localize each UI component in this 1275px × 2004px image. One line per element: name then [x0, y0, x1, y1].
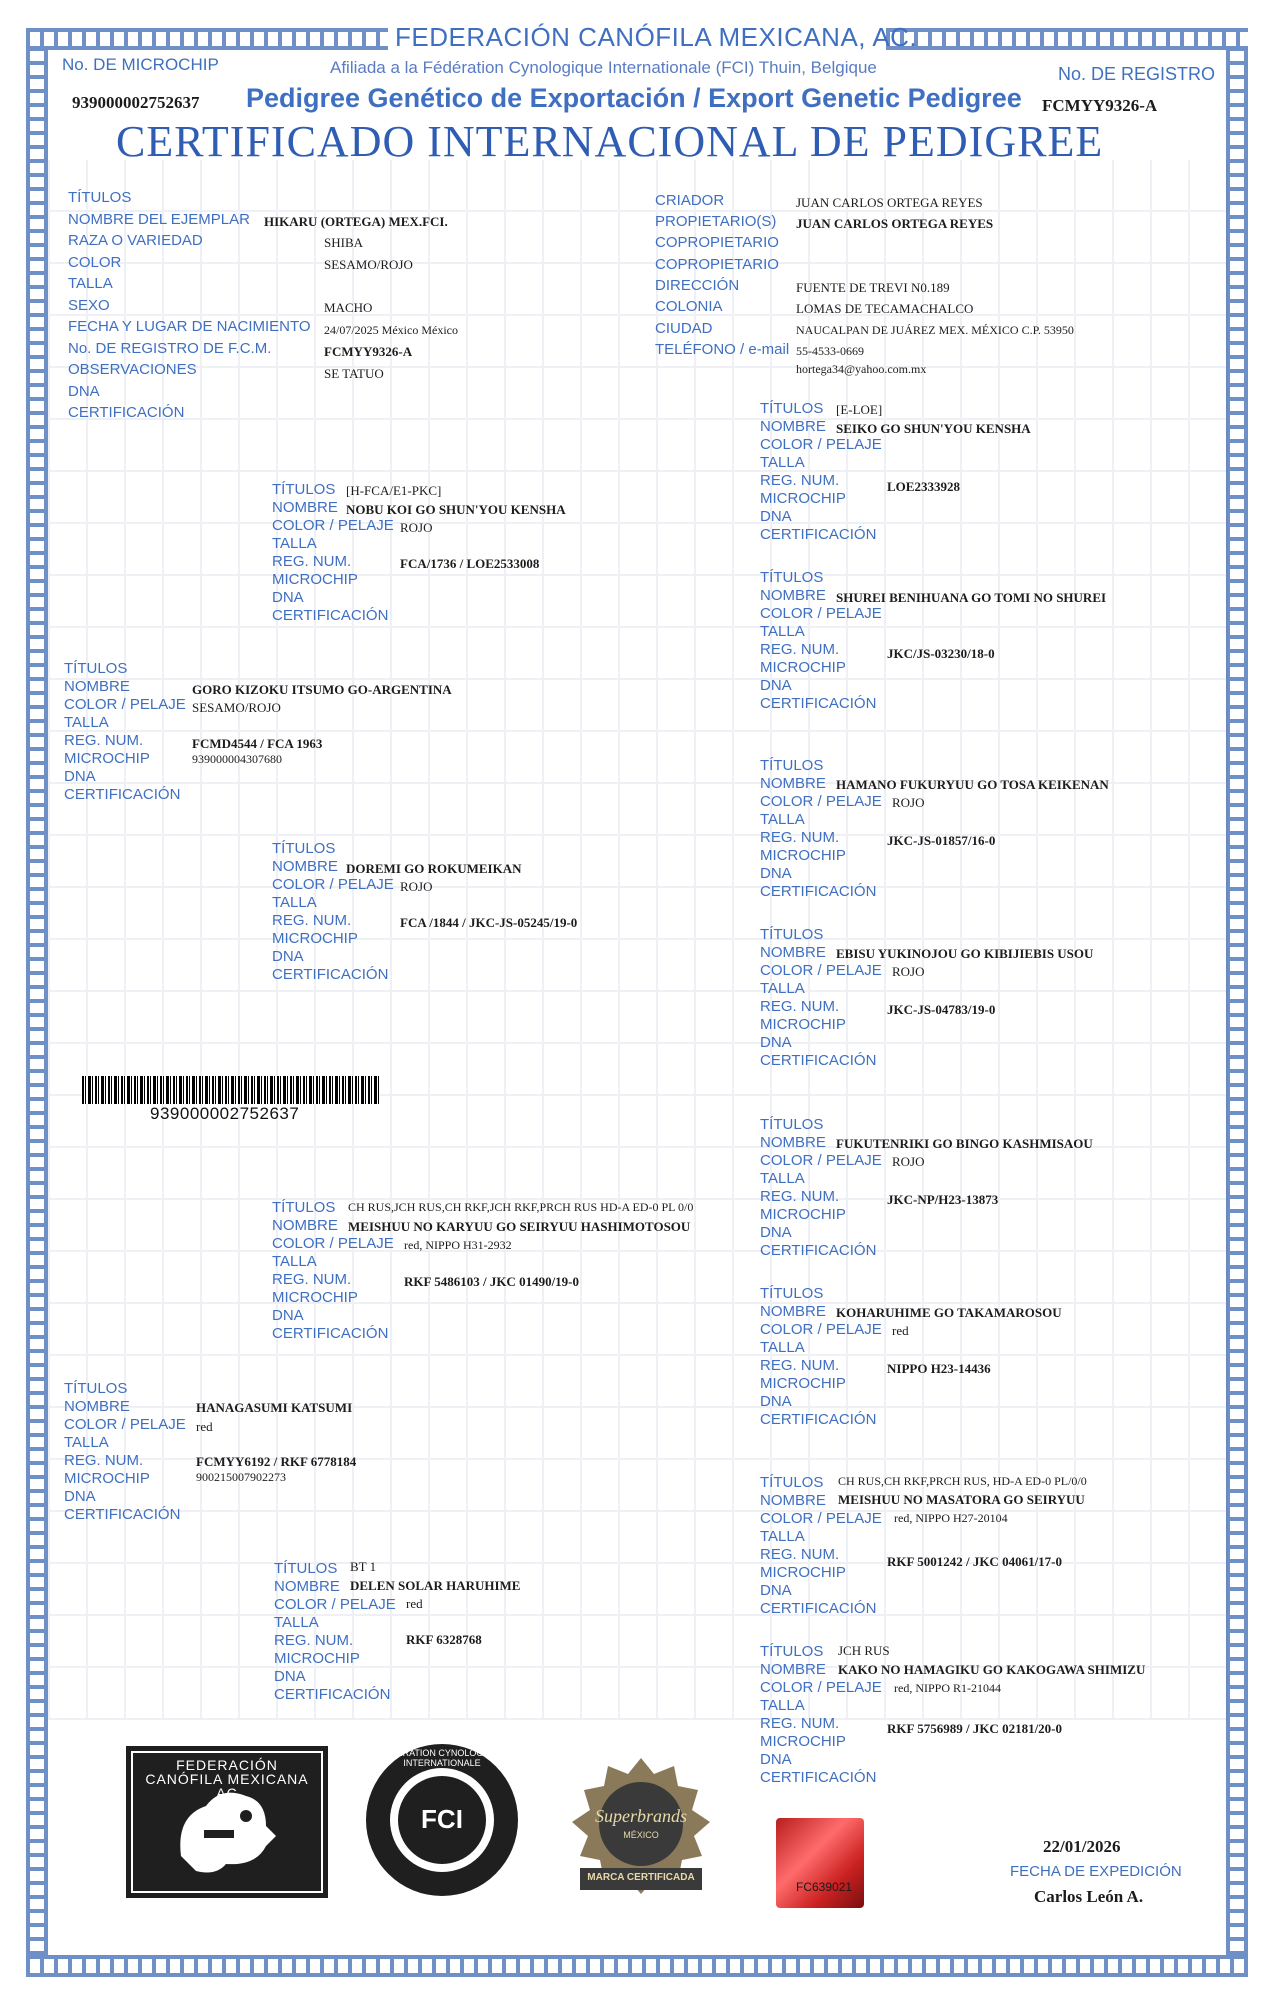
anc-label-cert: CERTIFICACIÓN: [760, 1769, 877, 1786]
superbrands-text: Superbrands: [594, 1806, 687, 1826]
sire-color: SESAMO/ROJO: [192, 700, 281, 715]
ddd-name: KAKO NO HAMAGIKU GO KAKOGAWA SHIMIZU: [838, 1662, 1146, 1677]
anc-label-microchip: MICROCHIP: [760, 1733, 846, 1750]
superbrands-sub: MÉXICO: [623, 1830, 659, 1840]
anc-label-talla: TALLA: [760, 1339, 805, 1356]
owner-address: FUENTE DE TREVI N0.189: [796, 280, 950, 295]
dog-breed: SHIBA: [324, 235, 364, 250]
anc-label-microchip: MICROCHIP: [760, 659, 846, 676]
dsd-reg: NIPPO H23-14436: [887, 1361, 991, 1376]
anc-label-nombre: NOMBRE: [760, 1303, 826, 1320]
sds-name: HAMANO FUKURYUU GO TOSA KEIKENAN: [836, 777, 1109, 792]
ds-color: red, NIPPO H31-2932: [404, 1238, 512, 1252]
dd-color: red: [406, 1596, 423, 1611]
anc-label-talla: TALLA: [760, 811, 805, 828]
anc-label-dna: DNA: [760, 1034, 792, 1051]
dss-color: ROJO: [892, 1154, 925, 1169]
anc-label-nombre: NOMBRE: [64, 678, 130, 695]
owner-colonia: LOMAS DE TECAMACHALCO: [796, 301, 974, 316]
anc-label-cert: CERTIFICACIÓN: [272, 1325, 389, 1342]
anc-label-reg: REG. NUM.: [760, 998, 840, 1015]
label-colonia: COLONIA: [655, 298, 723, 315]
anc-label-microchip: MICROCHIP: [272, 571, 358, 588]
anc-label-color: COLOR / PELAJE: [272, 876, 394, 893]
ancestor-sire-dam: [272, 840, 692, 1080]
anc-label-microchip: MICROCHIP: [274, 1650, 360, 1667]
greek-border-bottom: [26, 1955, 1248, 1977]
anc-label-microchip: MICROCHIP: [64, 750, 150, 767]
issue-date: 22/01/2026: [1043, 1837, 1121, 1856]
anc-label-reg: REG. NUM.: [272, 553, 352, 570]
barcode-number: 939000002752637: [150, 1104, 300, 1123]
ancestor-dam-sire: [272, 1199, 792, 1439]
ds-name: MEISHUU NO KARYUU GO SEIRYUU HASHIMOTOSOU: [348, 1219, 691, 1234]
anc-label-reg: REG. NUM.: [64, 1452, 144, 1469]
anc-label-nombre: NOMBRE: [760, 944, 826, 961]
anc-label-dna: DNA: [272, 589, 304, 606]
ss-color: ROJO: [400, 520, 433, 535]
anc-label-nombre: NOMBRE: [274, 1578, 340, 1595]
anc-label-color: COLOR / PELAJE: [760, 1321, 882, 1338]
anc-label-color: COLOR / PELAJE: [760, 1152, 882, 1169]
anc-label-reg: REG. NUM.: [272, 912, 352, 929]
owner-city: NAUCALPAN DE JUÁREZ MEX. MÉXICO C.P. 53950: [796, 323, 1074, 337]
anc-label-talla: TALLA: [760, 1170, 805, 1187]
dog-color: SESAMO/ROJO: [324, 257, 413, 272]
label-color: COLOR: [68, 254, 122, 271]
anc-label-titulos: TÍTULOS: [760, 569, 824, 586]
anc-label-titulos: TÍTULOS: [272, 481, 336, 498]
owner-phone: 55-4533-0669: [796, 344, 864, 358]
anc-label-nombre: NOMBRE: [760, 775, 826, 792]
greek-border-top-left: [26, 28, 388, 50]
anc-label-cert: CERTIFICACIÓN: [760, 695, 877, 712]
anc-label-talla: TALLA: [760, 623, 805, 640]
label-raza: RAZA O VARIEDAD: [68, 232, 203, 249]
dog-observations: SE TATUO: [324, 366, 384, 381]
label-propietario: PROPIETARIO(S): [655, 213, 777, 230]
anc-label-reg: REG. NUM.: [760, 1546, 840, 1563]
breeder-name: JUAN CARLOS ORTEGA REYES: [796, 195, 983, 210]
ancestor-sire-sire: [272, 481, 692, 721]
anc-label-color: COLOR / PELAJE: [272, 1235, 394, 1252]
sire-reg: FCMD4544 / FCA 1963: [192, 736, 323, 751]
anc-label-color: COLOR / PELAJE: [760, 1679, 882, 1696]
sdd-name: EBISU YUKINOJOU GO KIBIJIEBIS USOU: [836, 946, 1094, 961]
anc-label-reg: REG. NUM.: [760, 1715, 840, 1732]
anc-label-talla: TALLA: [760, 454, 805, 471]
sdd-reg: JKC-JS-04783/19-0: [887, 1002, 996, 1017]
registro-number: FCMYY9326-A: [1042, 96, 1158, 115]
fcm-logo-text: FEDERACIÓN CANÓFILA MEXICANA AC: [145, 1757, 309, 1801]
sire-microchip: 939000004307680: [192, 752, 282, 766]
anc-label-microchip: MICROCHIP: [64, 1470, 150, 1487]
anc-label-reg: REG. NUM.: [64, 732, 144, 749]
anc-label-dna: DNA: [760, 1751, 792, 1768]
anc-label-reg: REG. NUM.: [760, 472, 840, 489]
dd-titles: BT 1: [350, 1559, 377, 1574]
anc-label-color: COLOR / PELAJE: [274, 1596, 396, 1613]
anc-label-cert: CERTIFICACIÓN: [760, 883, 877, 900]
anc-label-microchip: MICROCHIP: [760, 1206, 846, 1223]
sd-color: ROJO: [400, 879, 433, 894]
label-sexo: SEXO: [68, 297, 110, 314]
anc-label-talla: TALLA: [272, 1253, 317, 1270]
ss-reg: FCA/1736 / LOE2533008: [400, 556, 540, 571]
dds-reg: RKF 5001242 / JKC 04061/17-0: [887, 1554, 1063, 1569]
anc-label-titulos: TÍTULOS: [760, 1643, 824, 1660]
ssd-reg: JKC/JS-03230/18-0: [887, 646, 995, 661]
dds-titles: CH RUS,CH RKF,PRCH RUS, HD-A ED-0 PL/0/0: [838, 1474, 1087, 1488]
superbrands-seal: [570, 1756, 712, 1904]
anc-label-talla: TALLA: [760, 1528, 805, 1545]
anc-label-titulos: TÍTULOS: [272, 1199, 336, 1216]
anc-label-dna: DNA: [760, 1582, 792, 1599]
anc-label-nombre: NOMBRE: [760, 1134, 826, 1151]
fci-logo: [362, 1740, 522, 1900]
owner-name: JUAN CARLOS ORTEGA REYES: [796, 216, 994, 231]
dam-reg: FCMYY6192 / RKF 6778184: [196, 1454, 357, 1469]
anc-label-titulos: TÍTULOS: [272, 840, 336, 857]
anc-label-dna: DNA: [760, 1393, 792, 1410]
ddd-titles: JCH RUS: [838, 1643, 890, 1658]
fci-affiliation: Afiliada a la Fédération Cynologique Internationale (FCI) Thuin, Belgique: [330, 58, 877, 77]
anc-label-reg: REG. NUM.: [272, 1271, 352, 1288]
anc-label-color: COLOR / PELAJE: [760, 605, 882, 622]
anc-label-dna: DNA: [760, 677, 792, 694]
anc-label-titulos: TÍTULOS: [760, 1474, 824, 1491]
anc-label-color: COLOR / PELAJE: [272, 517, 394, 534]
anc-label-microchip: MICROCHIP: [760, 1564, 846, 1581]
anc-label-cert: CERTIFICACIÓN: [760, 526, 877, 543]
ddd-color: red, NIPPO R1-21044: [894, 1681, 1001, 1695]
anc-label-titulos: TÍTULOS: [64, 660, 128, 677]
ss-titles: [H-FCA/E1-PKC]: [346, 483, 442, 498]
anc-label-color: COLOR / PELAJE: [64, 696, 186, 713]
anc-label-color: COLOR / PELAJE: [64, 1416, 186, 1433]
anc-label-talla: TALLA: [64, 714, 109, 731]
dog-name: HIKARU (ORTEGA) MEX.FCI.: [264, 214, 448, 229]
federation-name: FEDERACIÓN CANÓFILA MEXICANA, AC.: [395, 22, 918, 52]
microchip-barcode: [82, 1076, 380, 1104]
anc-label-talla: TALLA: [272, 894, 317, 911]
sss-reg: LOE2333928: [887, 479, 960, 494]
anc-label-talla: TALLA: [64, 1434, 109, 1451]
anc-label-titulos: TÍTULOS: [274, 1560, 338, 1577]
fci-logo-text: FCI: [421, 1804, 463, 1834]
anc-label-titulos: TÍTULOS: [760, 1285, 824, 1302]
registro-label: No. DE REGISTRO: [1058, 64, 1216, 84]
microchip-number: 939000002752637: [72, 93, 200, 112]
ds-titles: CH RUS,JCH RUS,CH RKF,JCH RKF,PRCH RUS HD-A ED-0 PL 0/0: [348, 1200, 694, 1214]
anc-label-talla: TALLA: [274, 1614, 319, 1631]
label-copropietario-1: COPROPIETARIO: [655, 234, 779, 251]
fci-ring-text: FEDERATION CYNOLOGIQUE INTERNATIONALE: [378, 1748, 506, 1768]
anc-label-dna: DNA: [760, 865, 792, 882]
anc-label-color: COLOR / PELAJE: [760, 1510, 882, 1527]
label-certificacion: CERTIFICACIÓN: [68, 404, 185, 421]
anc-label-nombre: NOMBRE: [272, 1217, 338, 1234]
anc-label-cert: CERTIFICACIÓN: [274, 1686, 391, 1703]
label-criador: CRIADOR: [655, 192, 725, 209]
sss-name: SEIKO GO SHUN'YOU KENSHA: [836, 421, 1031, 436]
anc-label-cert: CERTIFICACIÓN: [272, 607, 389, 624]
anc-label-microchip: MICROCHIP: [272, 1289, 358, 1306]
anc-label-talla: TALLA: [760, 980, 805, 997]
ssd-name: SHUREI BENIHUANA GO TOMI NO SHUREI: [836, 590, 1107, 605]
greek-border-right: [1226, 50, 1248, 1955]
export-subtitle: Pedigree Genético de Exportación / Export Genetic Pedigree: [246, 83, 1022, 113]
anc-label-nombre: NOMBRE: [272, 499, 338, 516]
sire-name: GORO KIZOKU ITSUMO GO-ARGENTINA: [192, 682, 452, 697]
dds-color: red, NIPPO H27-20104: [894, 1511, 1008, 1525]
anc-label-dna: DNA: [760, 1224, 792, 1241]
dss-reg: JKC-NP/H23-13873: [887, 1192, 999, 1207]
anc-label-microchip: MICROCHIP: [760, 1016, 846, 1033]
anc-label-nombre: NOMBRE: [760, 1661, 826, 1678]
anc-label-reg: REG. NUM.: [760, 1188, 840, 1205]
anc-label-titulos: TÍTULOS: [760, 400, 824, 417]
anc-label-reg: REG. NUM.: [760, 829, 840, 846]
hologram-code: FC639021: [796, 1880, 853, 1894]
dds-name: MEISHUU NO MASATORA GO SEIRYUU: [838, 1492, 1085, 1507]
marca-certificada-text: MARCA CERTIFICADA: [587, 1872, 695, 1883]
dog-sex: MACHO: [324, 300, 373, 315]
anc-label-microchip: MICROCHIP: [760, 1375, 846, 1392]
label-dna: DNA: [68, 383, 100, 400]
dd-reg: RKF 6328768: [406, 1632, 482, 1647]
anc-label-talla: TALLA: [272, 535, 317, 552]
anc-label-titulos: TÍTULOS: [760, 1116, 824, 1133]
anc-label-microchip: MICROCHIP: [272, 930, 358, 947]
anc-label-dna: DNA: [760, 508, 792, 525]
ddd-reg: RKF 5756989 / JKC 02181/20-0: [887, 1721, 1063, 1736]
dog-birth: 24/07/2025 México México: [324, 323, 458, 337]
label-ciudad: CIUDAD: [655, 320, 713, 337]
anc-label-cert: CERTIFICACIÓN: [760, 1242, 877, 1259]
dsd-name: KOHARUHIME GO TAKAMAROSOU: [836, 1305, 1062, 1320]
anc-label-nombre: NOMBRE: [760, 418, 826, 435]
anc-label-cert: CERTIFICACIÓN: [64, 786, 181, 803]
anc-label-reg: REG. NUM.: [760, 1357, 840, 1374]
dd-name: DELEN SOLAR HARUHIME: [350, 1578, 521, 1593]
anc-label-nombre: NOMBRE: [760, 587, 826, 604]
issue-date-label: FECHA DE EXPEDICIÓN: [1010, 1863, 1182, 1880]
owner-email: hortega34@yahoo.com.mx: [796, 362, 927, 376]
label-registro-fcm: No. DE REGISTRO DE F.C.M.: [68, 340, 272, 357]
label-telefono: TELÉFONO / e-mail: [655, 341, 790, 358]
anc-label-cert: CERTIFICACIÓN: [760, 1411, 877, 1428]
anc-label-color: COLOR / PELAJE: [760, 436, 882, 453]
dsd-color: red: [892, 1323, 909, 1338]
anc-label-cert: CERTIFICACIÓN: [760, 1600, 877, 1617]
label-nombre-ejemplar: NOMBRE DEL EJEMPLAR: [68, 211, 250, 228]
anc-label-titulos: TÍTULOS: [760, 926, 824, 943]
sss-titles: [E-LOE]: [836, 402, 883, 417]
greek-border-left: [26, 50, 48, 1955]
anc-label-dna: DNA: [272, 1307, 304, 1324]
anc-label-nombre: NOMBRE: [64, 1398, 130, 1415]
sd-name: DOREMI GO ROKUMEIKAN: [346, 861, 522, 876]
signatory-name: Carlos León A.: [1034, 1887, 1144, 1906]
label-talla: TALLA: [68, 275, 113, 292]
dam-microchip: 900215007902273: [196, 1470, 286, 1484]
sdd-color: ROJO: [892, 964, 925, 979]
anc-label-nombre: NOMBRE: [760, 1492, 826, 1509]
anc-label-color: COLOR / PELAJE: [760, 793, 882, 810]
hologram-seal: [776, 1818, 864, 1908]
ss-name: NOBU KOI GO SHUN'YOU KENSHA: [346, 502, 566, 517]
anc-label-microchip: MICROCHIP: [760, 847, 846, 864]
dss-name: FUKUTENRIKI GO BINGO KASHMISAOU: [836, 1136, 1093, 1151]
anc-label-cert: CERTIFICACIÓN: [64, 1506, 181, 1523]
label-fecha-nacimiento: FECHA Y LUGAR DE NACIMIENTO: [68, 318, 311, 335]
dog-registration: FCMYY9326-A: [324, 344, 413, 359]
anc-label-microchip: MICROCHIP: [760, 490, 846, 507]
anc-label-talla: TALLA: [760, 1697, 805, 1714]
anc-label-dna: DNA: [274, 1668, 306, 1685]
label-titulos: TÍTULOS: [68, 189, 132, 206]
microchip-label: No. DE MICROCHIP: [62, 55, 219, 74]
greek-border-top-right: [886, 28, 1248, 50]
anc-label-nombre: NOMBRE: [272, 858, 338, 875]
fcm-logo: [126, 1746, 328, 1898]
anc-label-dna: DNA: [64, 1488, 96, 1505]
anc-label-cert: CERTIFICACIÓN: [760, 1052, 877, 1069]
sds-reg: JKC-JS-01857/16-0: [887, 833, 996, 848]
label-observaciones: OBSERVACIONES: [68, 361, 197, 378]
anc-label-reg: REG. NUM.: [274, 1632, 354, 1649]
anc-label-color: COLOR / PELAJE: [760, 962, 882, 979]
label-direccion: DIRECCIÓN: [655, 277, 740, 294]
anc-label-titulos: TÍTULOS: [64, 1380, 128, 1397]
label-copropietario-2: COPROPIETARIO: [655, 256, 779, 273]
sd-reg: FCA /1844 / JKC-JS-05245/19-0: [400, 915, 578, 930]
certificate-title: CERTIFICADO INTERNACIONAL DE PEDIGREE: [116, 117, 1104, 166]
dam-name: HANAGASUMI KATSUMI: [196, 1400, 353, 1415]
anc-label-cert: CERTIFICACIÓN: [272, 966, 389, 983]
anc-label-titulos: TÍTULOS: [760, 757, 824, 774]
anc-label-dna: DNA: [64, 768, 96, 785]
ds-reg: RKF 5486103 / JKC 01490/19-0: [404, 1274, 580, 1289]
anc-label-reg: REG. NUM.: [760, 641, 840, 658]
dam-color: red: [196, 1419, 213, 1434]
sds-color: ROJO: [892, 795, 925, 810]
anc-label-dna: DNA: [272, 948, 304, 965]
